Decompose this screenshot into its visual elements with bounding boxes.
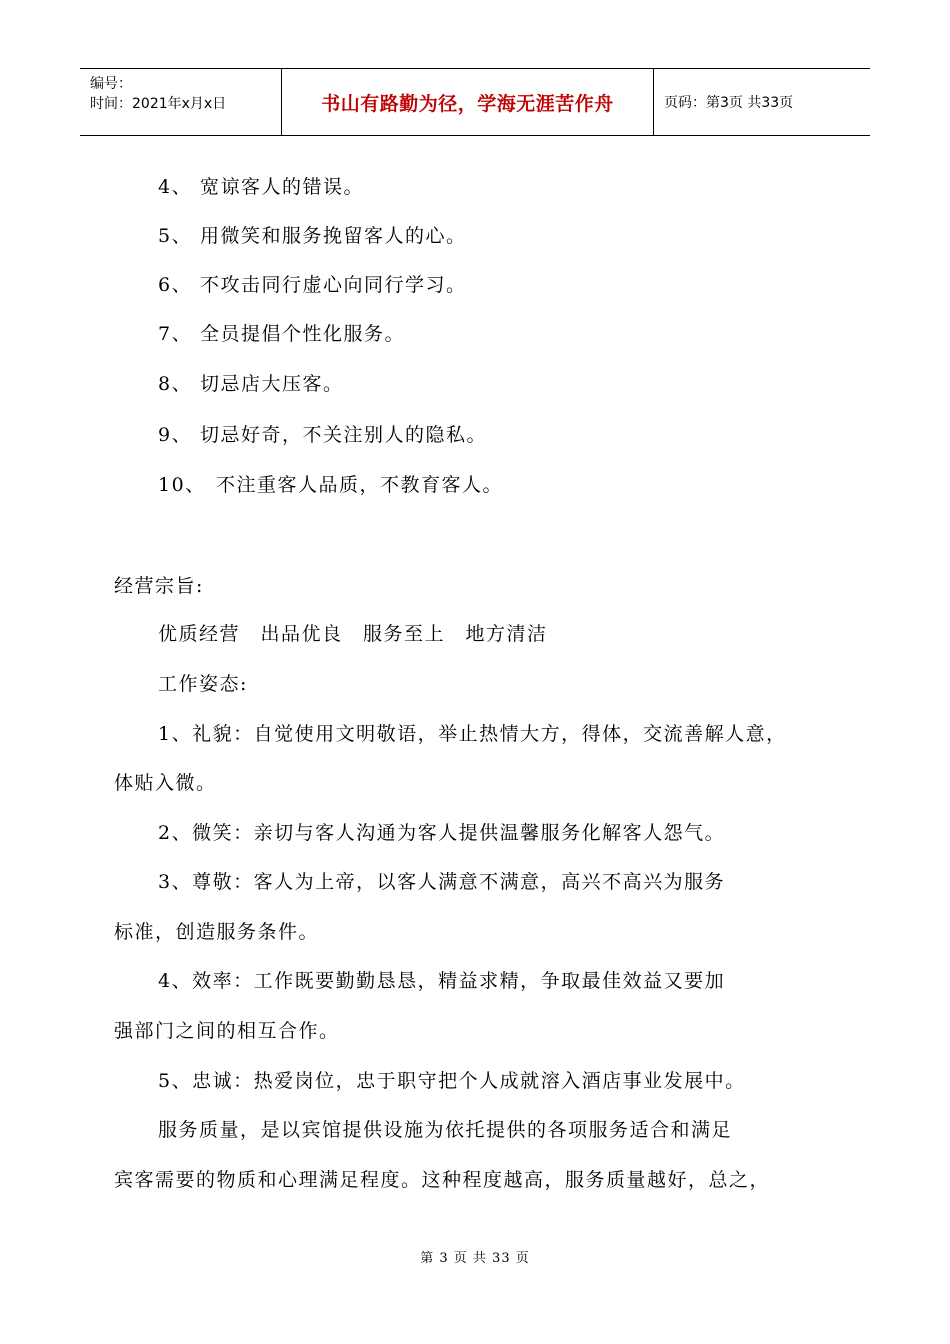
business-purpose-line: 优质经营 出品优良 服务至上 地方清洁: [158, 623, 548, 645]
page-footer: 第 3 页 共 33 页: [420, 1251, 530, 1266]
work-attitude-heading: 工作姿态:: [158, 673, 248, 695]
business-purpose-heading: 经营宗旨:: [114, 575, 204, 597]
motto-text: 书山有路勤为径，学海无涯苦作舟: [321, 92, 614, 115]
list-item: 8、 切忌店大压客。: [158, 373, 344, 395]
list-item: 7、 全员提倡个性化服务。: [158, 323, 406, 345]
paragraph-line: 5、忠诚：热爱岗位，忠于职守把个人成就溶入酒店事业发展中。: [158, 1070, 746, 1092]
paragraph-line: 2、微笑：亲切与客人沟通为客人提供温馨服务化解客人怨气。: [158, 822, 726, 844]
page-code: 页码：第3页 共33页: [664, 95, 794, 111]
list-item: 5、 用微笑和服务挽留客人的心。: [158, 225, 467, 247]
header-page-cell: [654, 69, 870, 135]
paragraph-line: 4、效率：工作既要勤勤恳恳，精益求精，争取最佳效益又要加: [158, 970, 726, 992]
list-item: 10、 不注重客人品质，不教育客人。: [158, 474, 504, 496]
list-item: 6、 不攻击同行虚心向同行学习。: [158, 274, 467, 296]
paragraph-line: 体贴入微。: [114, 772, 217, 794]
paragraph-line: 1、礼貌：自觉使用文明敬语，举止热情大方，得体，交流善解人意，: [158, 723, 787, 745]
paragraph-line: 服务质量，是以宾馆提供设施为依托提供的各项服务适合和满足: [158, 1119, 733, 1141]
paragraph-line: 强部门之间的相互合作。: [114, 1020, 340, 1042]
header-motto-cell: [282, 69, 654, 135]
paragraph-line: 标准，创造服务条件。: [114, 921, 320, 943]
serial-label: 编号：: [90, 76, 132, 92]
paragraph-line: 宾客需要的物质和心理满足程度。这种程度越高，服务质量越好，总之，: [114, 1169, 771, 1191]
paragraph-line: 3、尊敬：客人为上帝，以客人满意不满意，高兴不高兴为服务: [158, 871, 726, 893]
list-item: 9、 切忌好奇，不关注别人的隐私。: [158, 424, 488, 446]
time-label: 时间：2021年x月x日: [90, 96, 227, 112]
list-item: 4、 宽谅客人的错误。: [158, 176, 365, 198]
page-header: [80, 68, 870, 136]
header-info-cell: [80, 69, 282, 135]
